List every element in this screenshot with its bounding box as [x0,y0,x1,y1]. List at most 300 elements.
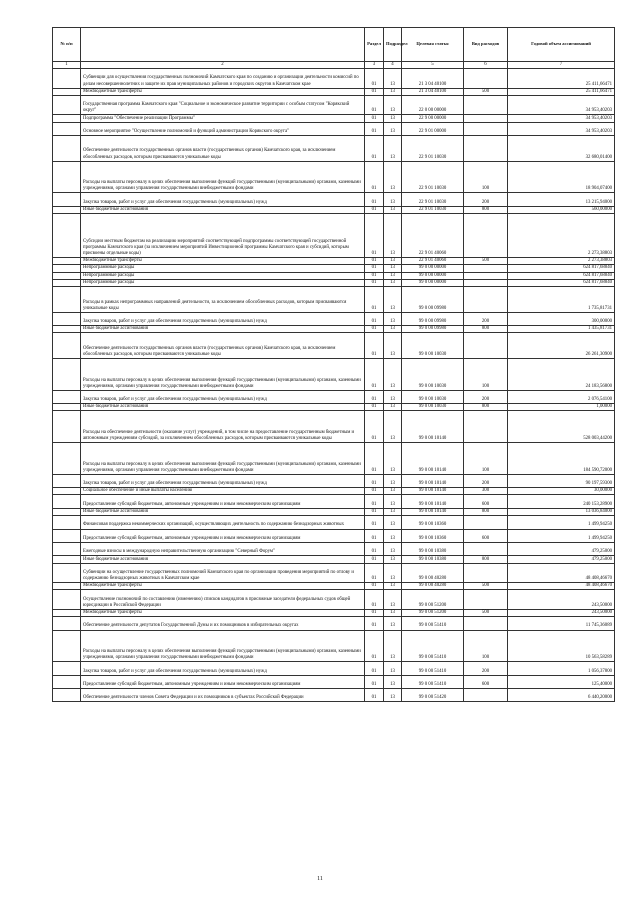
cell-exp [464,136,508,162]
table-row [53,404,615,411]
cell-name: Межбюджетные трансферты [81,88,365,95]
cell-name: Обеспечение деятельности депутатов Государственной Думы и их помощников в избирательных округах [81,617,365,630]
cell-num [53,617,81,630]
cell-amt: 11 745,36089 [508,617,615,630]
cell-num [53,88,81,95]
table-row [53,516,615,529]
table-row [53,662,615,675]
cell-name: Предоставление субсидий бюджетным, автономным учреждениям и иным некоммерческим организациям [81,675,365,688]
cell-amt: 34 953,40203 [508,95,615,115]
cell-num [53,508,81,515]
table-row [53,206,615,213]
cell-tgt: 99 0 00 09980 [402,312,464,325]
table-row [53,161,615,193]
cell-exp [464,411,508,443]
cell-sub: 13 [384,95,402,115]
cell-amt: 48 408,46670 [508,583,615,590]
cell-sec: 01 [365,474,384,487]
cell-name: Расходы на выплаты персоналу в целях обеспечения выполнения функций государственными (муниципальными) органами, казенными учреждениями, органами управления государственными внебюджетными фондами [81,443,365,475]
cell-tgt: 99 0 00 51410 [402,617,464,630]
header-target: Целевая статья [402,28,464,62]
cell-amt: 1 435,81731 [508,326,615,333]
cell-sec: 01 [365,583,384,590]
cell-amt: 528 003,44200 [508,411,615,443]
cell-sub: 13 [384,206,402,213]
cell-exp: 200 [464,193,508,206]
table-row [53,495,615,508]
cell-tgt: 99 0 00 51200 [402,609,464,616]
cell-num [53,312,81,325]
table-row [53,689,615,702]
cell-num [53,495,81,508]
header-section: Раздел [365,28,384,62]
cell-amt: 300,00000 [508,312,615,325]
cell-name: Межбюджетные трансферты [81,583,365,590]
cell-name: Иные бюджетные ассигнования [81,404,365,411]
cell-tgt: 21 3 04 40100 [402,69,464,89]
budget-table [52,27,615,702]
cell-tgt: 99 0 00 10140 [402,411,464,443]
cell-sec: 01 [365,495,384,508]
index-cell: 6 [464,62,508,69]
cell-amt: 18 904,07400 [508,161,615,193]
cell-num [53,115,81,122]
cell-amt: 184 590,72000 [508,443,615,475]
cell-tgt: 99 0 00 10030 [402,390,464,403]
cell-amt: 240 153,28900 [508,495,615,508]
cell-num [53,359,81,391]
table-row [53,122,615,135]
cell-sec: 01 [365,689,384,702]
table-row [53,359,615,391]
table-row [53,617,615,630]
page-number: 11 [317,876,323,882]
cell-tgt: 99 0 00 40280 [402,583,464,590]
cell-sub: 13 [384,662,402,675]
cell-num [53,122,81,135]
cell-name: Ежегодные взносы в международную неправительственную организацию "Северный Форум" [81,542,365,555]
cell-sub: 13 [384,542,402,555]
table-row [53,279,615,286]
table-row [53,69,615,89]
cell-name: Обеспечение деятельности государственных органов власти (государственных органов) Камчатского края, за исключением обособленных расходов, которым присваиваются уникальные коды [81,333,365,359]
cell-sub: 13 [384,516,402,529]
cell-amt: 479,25000 [508,542,615,555]
cell-exp: 200 [464,662,508,675]
cell-sub: 13 [384,583,402,590]
cell-num [53,272,81,279]
cell-sec: 01 [365,88,384,95]
cell-tgt: 99 0 00 10030 [402,359,464,391]
cell-num [53,287,81,313]
cell-tgt: 99 0 00 51410 [402,675,464,688]
cell-num [53,630,81,662]
cell-sub: 13 [384,508,402,515]
cell-amt: 2 076,54100 [508,390,615,403]
cell-name: Расходы на выплаты персоналу в целях обеспечения выполнения функций государственными (муниципальными) органами, казенными учреждениями, органами управления государственными внебюджетными фондами [81,161,365,193]
table-row [53,115,615,122]
cell-amt: 624 817,68840 [508,272,615,279]
cell-tgt: 99 0 00 40280 [402,563,464,583]
cell-sec: 01 [365,161,384,193]
cell-tgt: 99 0 00 10360 [402,529,464,542]
cell-name: Закупка товаров, работ и услуг для обеспечения государственных (муниципальных) нужд [81,662,365,675]
cell-name: Непрограммные расходы [81,265,365,272]
cell-sub: 13 [384,136,402,162]
cell-name: Обеспечение деятельности государственных органов власти (государственных органов) Камчатского края, за исключением обособленных расходов, которым присваиваются уникальные коды [81,136,365,162]
cell-tgt: 99 0 00 09980 [402,326,464,333]
cell-tgt: 99 0 00 10140 [402,488,464,495]
cell-tgt: 22 9 00 00000 [402,115,464,122]
column-index-row [53,62,615,69]
cell-num [53,662,81,675]
cell-sec: 01 [365,556,384,563]
cell-sub: 13 [384,411,402,443]
cell-amt: 24 183,56800 [508,359,615,391]
cell-sub: 13 [384,443,402,475]
cell-sub: 13 [384,279,402,286]
cell-sub: 13 [384,326,402,333]
cell-amt: 26 261,30900 [508,333,615,359]
cell-name: Осуществление полномочий по составлению (изменению) списков кандидатов в присяжные заседатели федеральных судов общей юрисдикции в Российской Федерации [81,590,365,610]
cell-sec: 01 [365,516,384,529]
cell-exp [464,333,508,359]
cell-sec: 01 [365,265,384,272]
cell-name: Подпрограмма "Обеспечение реализации Программы" [81,115,365,122]
table-row [53,556,615,563]
cell-num [53,556,81,563]
cell-exp [464,95,508,115]
table-row [53,675,615,688]
cell-amt: 1 056,37800 [508,662,615,675]
cell-sub: 13 [384,495,402,508]
cell-num [53,279,81,286]
cell-exp [464,272,508,279]
cell-sec: 01 [365,287,384,313]
cell-sub: 13 [384,69,402,89]
cell-amt: 1 499,94250 [508,529,615,542]
cell-name: Закупка товаров, работ и услуг для обеспечения государственных (муниципальных) нужд [81,312,365,325]
table-row [53,88,615,95]
cell-tgt: 99 0 00 10380 [402,556,464,563]
cell-amt: 48 408,46670 [508,563,615,583]
cell-name: Иные бюджетные ассигнования [81,508,365,515]
table-body [53,69,615,702]
cell-num [53,583,81,590]
cell-sec: 01 [365,675,384,688]
index-cell: 3 [365,62,384,69]
cell-sub: 13 [384,617,402,630]
cell-exp [464,69,508,89]
cell-tgt: 22 9 01 10030 [402,206,464,213]
cell-sub: 13 [384,115,402,122]
cell-sec: 01 [365,257,384,264]
cell-tgt: 99 0 00 10140 [402,495,464,508]
cell-name: Субвенции на осуществление государственных полномочий Камчатского края по организации проведения мероприятий по отлову и содержанию безнадзорных животных в Камчатском крае [81,563,365,583]
cell-num [53,333,81,359]
cell-amt: 1 735,81731 [508,287,615,313]
cell-num [53,265,81,272]
cell-tgt: 99 0 00 51420 [402,689,464,702]
cell-sub: 13 [384,161,402,193]
cell-sub: 13 [384,563,402,583]
cell-name: Иные бюджетные ассигнования [81,206,365,213]
cell-amt: 90 197,59300 [508,474,615,487]
cell-tgt: 22 9 01 00000 [402,122,464,135]
cell-amt: 13 036,84000 [508,508,615,515]
cell-sec: 01 [365,333,384,359]
cell-tgt: 99 0 00 51410 [402,662,464,675]
cell-sub: 13 [384,609,402,616]
cell-sec: 01 [365,279,384,286]
cell-tgt: 99 0 00 51200 [402,590,464,610]
cell-amt: 2 273,38803 [508,214,615,258]
table-row [53,265,615,272]
table-row [53,214,615,258]
cell-sec: 01 [365,326,384,333]
cell-sec: 01 [365,508,384,515]
cell-exp [464,214,508,258]
table-header-row [53,28,615,62]
cell-tgt: 22 9 01 40060 [402,257,464,264]
cell-exp: 600 [464,529,508,542]
cell-amt: 34 953,40203 [508,122,615,135]
cell-num [53,443,81,475]
cell-name: Иные бюджетные ассигнования [81,326,365,333]
table-row [53,443,615,475]
cell-exp: 600 [464,495,508,508]
table-row [53,390,615,403]
cell-sub: 13 [384,556,402,563]
cell-sub: 13 [384,214,402,258]
cell-name: Основное мероприятие "Осуществление полномочий и функций администрации Корякского округа" [81,122,365,135]
cell-sec: 01 [365,488,384,495]
cell-name: Иные бюджетные ассигнования [81,556,365,563]
cell-sub: 13 [384,590,402,610]
cell-num [53,411,81,443]
cell-sec: 01 [365,206,384,213]
cell-name: Расходы в рамках непрограммных направлений деятельности, за исключением обособленных расходов, которым присваиваются уникальные коды [81,287,365,313]
cell-num [53,529,81,542]
cell-name: Межбюджетные трансферты [81,257,365,264]
index-cell: 1 [53,62,81,69]
cell-sub: 13 [384,333,402,359]
cell-tgt: 99 0 00 10140 [402,508,464,515]
cell-num [53,326,81,333]
cell-sec: 01 [365,404,384,411]
cell-exp [464,689,508,702]
cell-sec: 01 [365,563,384,583]
cell-num [53,474,81,487]
cell-amt: 13 215,94000 [508,193,615,206]
cell-sec: 01 [365,609,384,616]
cell-amt: 479,25000 [508,556,615,563]
cell-exp: 200 [464,390,508,403]
cell-name: Расходы на выплаты персоналу в целях обеспечения выполнения функций государственными (муниципальными) органами, казенными учреждениями, органами управления государственными внебюджетными фондами [81,359,365,391]
cell-exp: 100 [464,359,508,391]
header-num: № п/п [53,28,81,62]
cell-amt: 25 411,66471 [508,69,615,89]
cell-exp: 800 [464,556,508,563]
cell-exp [464,516,508,529]
cell-tgt: 99 0 00 10380 [402,542,464,555]
cell-num [53,206,81,213]
cell-sec: 01 [365,411,384,443]
cell-num [53,161,81,193]
cell-sub: 13 [384,359,402,391]
cell-tgt: 22 9 01 10030 [402,193,464,206]
cell-num [53,609,81,616]
cell-sec: 01 [365,529,384,542]
cell-sub: 13 [384,404,402,411]
table-row [53,272,615,279]
cell-num [53,214,81,258]
cell-sec: 01 [365,359,384,391]
cell-exp: 300 [464,488,508,495]
cell-num [53,516,81,529]
cell-sub: 13 [384,529,402,542]
cell-amt: 32 680,01400 [508,136,615,162]
cell-exp [464,115,508,122]
cell-exp: 500 [464,257,508,264]
table-row [53,136,615,162]
cell-amt: 1,00000 [508,404,615,411]
cell-tgt: 21 3 04 40100 [402,88,464,95]
cell-exp: 800 [464,404,508,411]
table-row [53,590,615,610]
cell-amt: 25 411,66471 [508,88,615,95]
cell-num [53,95,81,115]
cell-tgt: 22 0 00 00000 [402,95,464,115]
cell-exp: 500 [464,609,508,616]
cell-tgt: 99 0 00 10030 [402,404,464,411]
table-row [53,257,615,264]
cell-tgt: 99 0 00 00000 [402,279,464,286]
cell-name: Закупка товаров, работ и услуг для обеспечения государственных (муниципальных) нужд [81,474,365,487]
cell-sec: 01 [365,617,384,630]
cell-sec: 01 [365,662,384,675]
cell-amt: 34 953,40203 [508,115,615,122]
cell-sec: 01 [365,69,384,89]
cell-amt: 2 273,38803 [508,257,615,264]
table-row [53,312,615,325]
cell-name: Социальное обеспечение и иные выплаты населению [81,488,365,495]
cell-exp [464,122,508,135]
cell-tgt: 99 0 00 10360 [402,516,464,529]
header-subsection: Подраздел [384,28,402,62]
cell-exp [464,279,508,286]
cell-sub: 13 [384,474,402,487]
cell-sub: 13 [384,272,402,279]
cell-num [53,542,81,555]
cell-sub: 13 [384,257,402,264]
cell-exp: 100 [464,630,508,662]
cell-sec: 01 [365,95,384,115]
table-row [53,193,615,206]
cell-tgt: 99 0 00 09980 [402,287,464,313]
index-cell: 5 [402,62,464,69]
cell-num [53,136,81,162]
cell-exp: 500 [464,583,508,590]
cell-amt: 243,50000 [508,609,615,616]
cell-num [53,193,81,206]
cell-name: Обеспечение деятельности членов Совета Федерации и их помощников в субъектах Российской Федерации [81,689,365,702]
cell-sec: 01 [365,590,384,610]
cell-sub: 13 [384,193,402,206]
table-row [53,630,615,662]
cell-name: Субсидии местным бюджетам на реализацию мероприятий соответствующей подпрограммы соответствующей государственной программы Камчатского края (за исключением мероприятий Инвестиционной программы Камчатского края и субсидий, которым присвоены отдельные коды) [81,214,365,258]
cell-num [53,590,81,610]
table-row [53,529,615,542]
cell-exp: 100 [464,443,508,475]
cell-sub: 13 [384,312,402,325]
cell-sec: 01 [365,272,384,279]
cell-exp [464,563,508,583]
cell-amt: 6 440,20000 [508,689,615,702]
cell-exp [464,265,508,272]
cell-num [53,689,81,702]
cell-exp [464,542,508,555]
cell-num [53,390,81,403]
cell-name: Предоставление субсидий бюджетным, автономным учреждениям и иным некоммерческим организациям [81,495,365,508]
cell-tgt: 99 0 00 51410 [402,630,464,662]
index-cell: 2 [81,62,365,69]
cell-exp: 500 [464,88,508,95]
cell-exp: 600 [464,675,508,688]
cell-name: Расходы на обеспечение деятельности (оказание услуг) учреждений, в том числе на предоставление государственным бюджетным и автономным учреждениям субсидий, за исключением обособленных расходов, которым присваиваются уникальные коды [81,411,365,443]
table-row [53,474,615,487]
cell-name: Закупка товаров, работ и услуг для обеспечения государственных (муниципальных) нужд [81,193,365,206]
cell-sub: 13 [384,630,402,662]
cell-amt: 560,00000 [508,206,615,213]
cell-sec: 01 [365,312,384,325]
cell-exp [464,590,508,610]
header-amount: Годовой объем ассигнований [508,28,615,62]
cell-name: Государственная программа Камчатского края "Социальное и экономическое развитие территории с особым статусом "Корякский округ" [81,95,365,115]
cell-sub: 13 [384,287,402,313]
cell-name: Непрограммные расходы [81,272,365,279]
index-cell: 4 [384,62,402,69]
cell-exp: 800 [464,508,508,515]
cell-sec: 01 [365,115,384,122]
cell-sec: 01 [365,630,384,662]
header-exp-type: Вид расходов [464,28,508,62]
cell-name: Закупка товаров, работ и услуг для обеспечения государственных (муниципальных) нужд [81,390,365,403]
table-row [53,508,615,515]
cell-num [53,257,81,264]
cell-num [53,488,81,495]
cell-name: Предоставление субсидий бюджетным, автономным учреждениям и иным некоммерческим организациям [81,529,365,542]
cell-exp [464,287,508,313]
cell-sub: 13 [384,265,402,272]
cell-amt: 125,40000 [508,675,615,688]
cell-tgt: 99 0 00 10140 [402,443,464,475]
table-row [53,542,615,555]
index-cell: 7 [508,62,615,69]
table-row [53,488,615,495]
cell-name: Непрограммные расходы [81,279,365,286]
cell-sec: 01 [365,193,384,206]
cell-tgt: 99 0 00 00000 [402,272,464,279]
cell-exp: 100 [464,161,508,193]
cell-sub: 13 [384,675,402,688]
cell-name: Финансовая поддержка некоммерческих организаций, осуществляющих деятельность по содержанию безнадзорных животных [81,516,365,529]
header-name [81,28,365,62]
cell-amt: 624 817,68840 [508,279,615,286]
cell-num [53,675,81,688]
table-row [53,609,615,616]
cell-name: Субвенции для осуществления государственных полномочий Камчатского края по созданию и организации деятельности комиссий по делам несовершеннолетних и защите их прав муниципальных районов и городских округов в Камчатском крае [81,69,365,89]
